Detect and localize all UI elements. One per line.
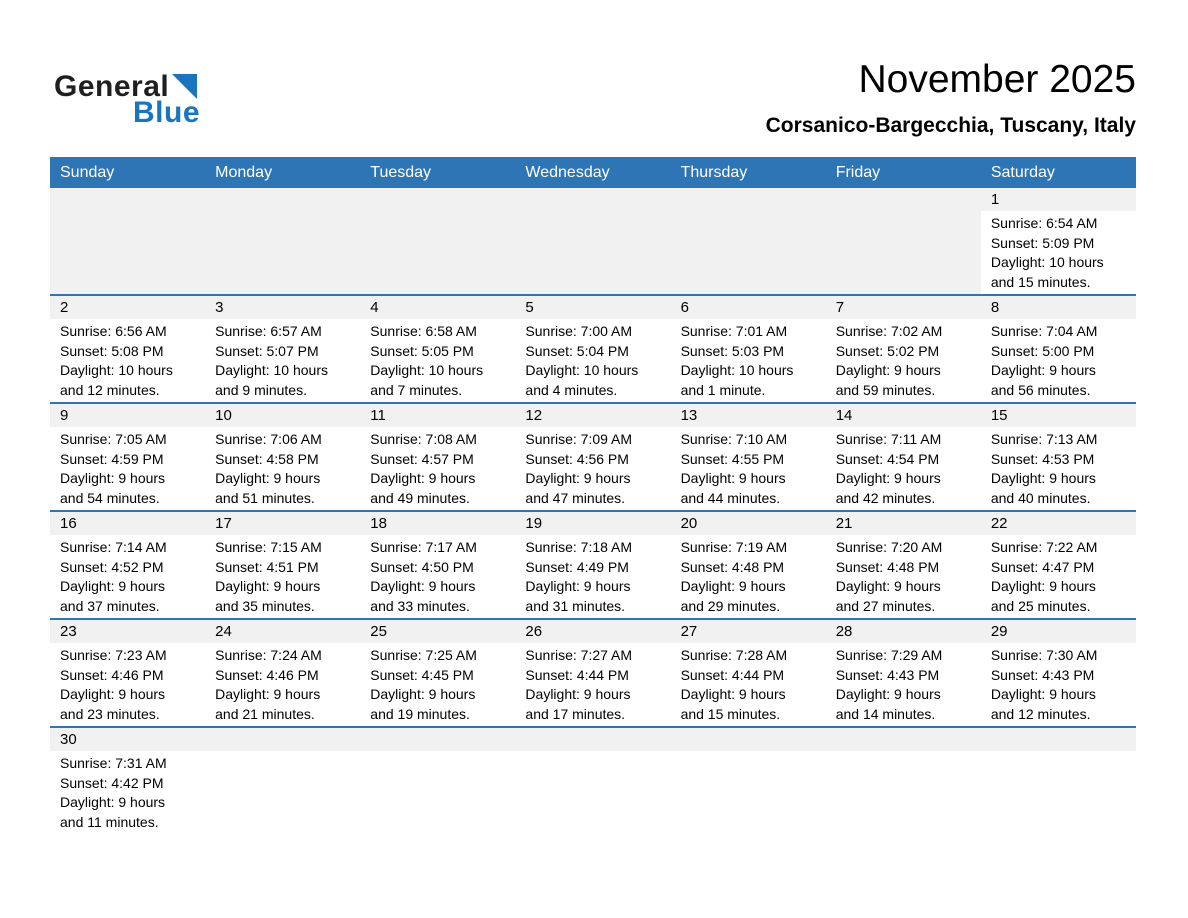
day-detail-line: and 31 minutes. <box>525 597 626 614</box>
day-detail-line: Sunset: 5:09 PM <box>990 234 1095 251</box>
day-detail-line: and 15 minutes. <box>990 273 1091 290</box>
day-number: 4 <box>360 296 515 319</box>
week-row <box>50 294 1136 402</box>
day-details <box>205 643 360 724</box>
day-number: 8 <box>981 296 1136 319</box>
day-details <box>515 535 670 616</box>
day-number: 7 <box>826 296 981 319</box>
day-detail-line: Sunrise: 7:27 AM <box>525 647 633 663</box>
day-number-strip <box>826 728 981 751</box>
day-number: 29 <box>981 620 1136 643</box>
day-number: 3 <box>205 296 360 319</box>
day-details <box>671 535 826 616</box>
day-cell <box>826 296 981 402</box>
empty-cell <box>671 188 826 294</box>
day-detail-line: Sunset: 4:46 PM <box>60 666 164 683</box>
day-details <box>50 751 205 832</box>
day-number: 24 <box>205 620 360 643</box>
day-cell <box>981 512 1136 618</box>
day-cell <box>360 404 515 510</box>
day-detail-line: Sunrise: 7:30 AM <box>990 647 1098 663</box>
day-details <box>671 211 826 214</box>
day-number-strip <box>50 188 205 211</box>
calendar-table <box>50 157 1136 834</box>
day-detail-line: Sunset: 4:44 PM <box>680 666 785 683</box>
day-detail-line: Daylight: 9 hours <box>525 686 631 702</box>
day-detail-line: and 12 minutes. <box>60 381 160 398</box>
day-detail-line: and 21 minutes. <box>215 705 315 722</box>
day-detail-line: Sunrise: 6:54 AM <box>990 215 1098 231</box>
day-details <box>205 211 360 214</box>
day-detail-line: Sunrise: 7:02 AM <box>835 323 943 339</box>
day-details <box>515 319 670 400</box>
day-detail-line: Daylight: 9 hours <box>60 794 166 810</box>
day-details <box>981 643 1136 724</box>
day-detail-line: Sunrise: 7:08 AM <box>370 431 477 447</box>
day-number: 6 <box>671 296 826 319</box>
day-number: 15 <box>981 404 1136 427</box>
day-number-strip <box>981 728 1136 751</box>
empty-cell <box>981 728 1136 834</box>
day-detail-line: Sunset: 5:04 PM <box>525 342 629 359</box>
day-detail-line: Sunrise: 6:57 AM <box>215 323 322 339</box>
day-number-strip <box>515 188 670 211</box>
day-detail-line: Sunrise: 7:09 AM <box>525 431 633 447</box>
day-detail-line: and 1 minute. <box>680 381 766 398</box>
day-cell <box>671 404 826 510</box>
day-number: 5 <box>515 296 670 319</box>
day-detail-line: Sunset: 5:05 PM <box>370 342 474 359</box>
day-number: 13 <box>671 404 826 427</box>
day-details <box>205 427 360 508</box>
day-cell <box>515 512 670 618</box>
logo-text-general: General <box>54 70 170 103</box>
day-detail-line: Sunrise: 7:04 AM <box>990 323 1098 339</box>
weeks-container <box>50 188 1136 834</box>
day-detail-line: Sunset: 4:56 PM <box>525 450 629 467</box>
day-number-strip <box>515 728 670 751</box>
day-details <box>360 319 515 400</box>
day-detail-line: Daylight: 9 hours <box>60 686 166 702</box>
day-details <box>826 751 981 754</box>
day-detail-line: and 12 minutes. <box>990 705 1091 722</box>
day-number: 2 <box>50 296 205 319</box>
empty-cell <box>826 728 981 834</box>
day-detail-line: Sunset: 5:02 PM <box>835 342 940 359</box>
day-detail-line: Sunrise: 7:13 AM <box>990 431 1098 447</box>
day-cell <box>671 512 826 618</box>
day-number: 1 <box>981 188 1136 211</box>
day-detail-line: and 40 minutes. <box>990 489 1091 506</box>
day-detail-line: Sunrise: 7:20 AM <box>835 539 943 555</box>
day-detail-line: Sunset: 4:50 PM <box>370 558 474 575</box>
day-cell <box>826 620 981 726</box>
day-detail-line: Sunset: 4:55 PM <box>680 450 785 467</box>
day-detail-line: Sunrise: 7:25 AM <box>370 647 477 663</box>
day-number: 14 <box>826 404 981 427</box>
day-cell <box>205 620 360 726</box>
day-number-strip <box>360 728 515 751</box>
day-detail-line: Sunrise: 6:58 AM <box>370 323 477 339</box>
day-cell <box>671 296 826 402</box>
day-detail-line: Sunrise: 7:29 AM <box>835 647 943 663</box>
week-row <box>50 510 1136 618</box>
day-detail-line: Sunset: 5:03 PM <box>680 342 785 359</box>
day-details <box>981 427 1136 508</box>
day-detail-line: and 4 minutes. <box>525 381 618 398</box>
empty-cell <box>50 188 205 294</box>
day-detail-line: Daylight: 9 hours <box>525 578 631 594</box>
day-detail-line: Daylight: 10 hours <box>370 362 484 378</box>
day-details <box>360 751 515 754</box>
day-details <box>360 643 515 724</box>
day-detail-line: Sunset: 4:44 PM <box>525 666 629 683</box>
day-cell <box>671 620 826 726</box>
day-cell <box>360 296 515 402</box>
day-detail-line: Daylight: 9 hours <box>525 470 631 486</box>
day-detail-line: and 56 minutes. <box>990 381 1091 398</box>
day-cell <box>50 620 205 726</box>
general-blue-logo <box>54 72 200 128</box>
day-cell <box>50 728 205 834</box>
day-cell <box>50 404 205 510</box>
weekday-header-sunday: Sunday <box>60 163 115 181</box>
week-row <box>50 618 1136 726</box>
day-details <box>50 535 205 616</box>
day-cell <box>50 512 205 618</box>
day-cell <box>205 404 360 510</box>
logo-text-blue: Blue <box>133 96 201 129</box>
day-number-strip <box>205 728 360 751</box>
day-detail-line: and 33 minutes. <box>370 597 470 614</box>
day-detail-line: Sunrise: 7:22 AM <box>990 539 1098 555</box>
day-detail-line: Daylight: 9 hours <box>990 470 1096 486</box>
empty-cell <box>515 188 670 294</box>
day-detail-line: Daylight: 10 hours <box>990 254 1104 270</box>
month-title: November 2025 <box>858 58 1136 101</box>
day-details <box>981 319 1136 400</box>
day-number: 16 <box>50 512 205 535</box>
day-details <box>50 319 205 400</box>
day-detail-line: Daylight: 9 hours <box>680 686 786 702</box>
day-detail-line: Sunset: 4:57 PM <box>370 450 474 467</box>
day-detail-line: Sunset: 4:54 PM <box>835 450 940 467</box>
day-detail-line: Daylight: 9 hours <box>990 578 1096 594</box>
day-detail-line: Daylight: 10 hours <box>215 362 328 378</box>
day-detail-line: Daylight: 9 hours <box>990 686 1096 702</box>
day-number: 11 <box>360 404 515 427</box>
day-detail-line: Sunrise: 7:15 AM <box>215 539 322 555</box>
day-detail-line: Sunrise: 7:01 AM <box>680 323 788 339</box>
day-details <box>515 211 670 214</box>
day-number-strip <box>360 188 515 211</box>
day-number: 10 <box>205 404 360 427</box>
day-detail-line: Sunset: 5:07 PM <box>215 342 319 359</box>
day-detail-line: and 15 minutes. <box>680 705 781 722</box>
day-detail-line: Sunrise: 7:19 AM <box>680 539 788 555</box>
day-number: 22 <box>981 512 1136 535</box>
day-details <box>360 211 515 214</box>
day-detail-line: Daylight: 9 hours <box>990 362 1096 378</box>
day-details <box>205 751 360 754</box>
day-detail-line: Sunset: 4:52 PM <box>60 558 164 575</box>
day-details <box>826 535 981 616</box>
day-detail-line: and 49 minutes. <box>370 489 470 506</box>
day-cell <box>826 512 981 618</box>
day-details <box>515 751 670 754</box>
day-detail-line: Daylight: 10 hours <box>60 362 173 378</box>
week-row <box>50 188 1136 294</box>
day-detail-line: and 17 minutes. <box>525 705 626 722</box>
day-detail-line: Daylight: 9 hours <box>215 578 321 594</box>
day-details <box>671 751 826 754</box>
day-details <box>981 535 1136 616</box>
day-detail-line: Sunset: 4:51 PM <box>215 558 319 575</box>
day-detail-line: Sunset: 4:48 PM <box>680 558 785 575</box>
day-cell <box>515 620 670 726</box>
day-cell <box>981 620 1136 726</box>
day-detail-line: and 7 minutes. <box>370 381 463 398</box>
empty-cell <box>515 728 670 834</box>
day-details <box>515 427 670 508</box>
day-detail-line: Sunset: 4:59 PM <box>60 450 164 467</box>
day-cell <box>981 188 1136 294</box>
empty-cell <box>360 188 515 294</box>
day-details <box>360 535 515 616</box>
weekday-header-monday: Monday <box>215 163 273 181</box>
week-row <box>50 726 1136 834</box>
day-detail-line: and 44 minutes. <box>680 489 781 506</box>
day-details <box>981 751 1136 754</box>
day-detail-line: and 54 minutes. <box>60 489 160 506</box>
day-detail-line: Sunrise: 7:11 AM <box>835 431 942 447</box>
day-detail-line: Sunrise: 7:17 AM <box>370 539 477 555</box>
day-detail-line: Sunset: 4:58 PM <box>215 450 319 467</box>
day-cell <box>360 620 515 726</box>
day-detail-line: Daylight: 9 hours <box>835 578 941 594</box>
day-detail-line: Sunset: 4:53 PM <box>990 450 1095 467</box>
day-details <box>515 643 670 724</box>
day-details <box>981 211 1136 292</box>
day-cell <box>981 296 1136 402</box>
empty-cell <box>826 188 981 294</box>
day-details <box>826 319 981 400</box>
day-details <box>50 211 205 214</box>
day-detail-line: Sunrise: 7:14 AM <box>60 539 167 555</box>
day-detail-line: Daylight: 9 hours <box>680 470 786 486</box>
day-detail-line: Sunrise: 7:10 AM <box>680 431 788 447</box>
day-detail-line: Daylight: 10 hours <box>525 362 639 378</box>
day-detail-line: and 9 minutes. <box>215 381 307 398</box>
day-number: 25 <box>360 620 515 643</box>
day-number: 28 <box>826 620 981 643</box>
day-detail-line: Daylight: 9 hours <box>835 362 941 378</box>
day-number: 12 <box>515 404 670 427</box>
day-number: 17 <box>205 512 360 535</box>
day-details <box>50 427 205 508</box>
day-detail-line: and 14 minutes. <box>835 705 936 722</box>
day-detail-line: Sunrise: 7:31 AM <box>60 755 167 771</box>
day-detail-line: Sunrise: 7:23 AM <box>60 647 167 663</box>
day-detail-line: Sunrise: 7:00 AM <box>525 323 633 339</box>
empty-cell <box>671 728 826 834</box>
day-detail-line: Daylight: 9 hours <box>215 686 321 702</box>
day-detail-line: Sunset: 4:42 PM <box>60 774 164 791</box>
day-detail-line: and 29 minutes. <box>680 597 781 614</box>
empty-cell <box>205 188 360 294</box>
day-number: 21 <box>826 512 981 535</box>
day-detail-line: Sunset: 4:43 PM <box>990 666 1095 683</box>
day-detail-line: and 27 minutes. <box>835 597 936 614</box>
day-detail-line: Daylight: 9 hours <box>215 470 321 486</box>
day-detail-line: Sunset: 4:49 PM <box>525 558 629 575</box>
day-number: 20 <box>671 512 826 535</box>
day-cell <box>826 404 981 510</box>
day-number: 9 <box>50 404 205 427</box>
day-details <box>826 211 981 214</box>
day-detail-line: Sunset: 4:43 PM <box>835 666 940 683</box>
day-detail-line: Daylight: 10 hours <box>680 362 794 378</box>
day-detail-line: Sunset: 5:00 PM <box>990 342 1095 359</box>
weekday-header-row <box>50 157 1136 188</box>
week-row <box>50 402 1136 510</box>
day-cell <box>205 296 360 402</box>
day-detail-line: Daylight: 9 hours <box>835 686 941 702</box>
day-details <box>826 427 981 508</box>
weekday-header-tuesday: Tuesday <box>370 163 432 181</box>
day-detail-line: Sunrise: 6:56 AM <box>60 323 167 339</box>
day-number: 30 <box>50 728 205 751</box>
day-cell <box>360 512 515 618</box>
day-detail-line: Sunset: 5:08 PM <box>60 342 164 359</box>
day-details <box>826 643 981 724</box>
day-number-strip <box>671 188 826 211</box>
day-details <box>360 427 515 508</box>
day-detail-line: Daylight: 9 hours <box>370 470 476 486</box>
day-detail-line: Daylight: 9 hours <box>370 686 476 702</box>
day-details <box>671 427 826 508</box>
day-cell <box>981 404 1136 510</box>
day-number: 18 <box>360 512 515 535</box>
day-number: 26 <box>515 620 670 643</box>
day-details <box>671 319 826 400</box>
day-detail-line: Sunset: 4:47 PM <box>990 558 1095 575</box>
day-detail-line: and 59 minutes. <box>835 381 936 398</box>
empty-cell <box>205 728 360 834</box>
day-number-strip <box>826 188 981 211</box>
day-details <box>671 643 826 724</box>
day-detail-line: Sunset: 4:45 PM <box>370 666 474 683</box>
day-number: 23 <box>50 620 205 643</box>
day-detail-line: and 23 minutes. <box>60 705 160 722</box>
weekday-header-wednesday: Wednesday <box>525 163 610 181</box>
day-cell <box>50 296 205 402</box>
location-subtitle: Corsanico-Bargecchia, Tuscany, Italy <box>765 114 1136 137</box>
day-detail-line: and 25 minutes. <box>990 597 1091 614</box>
weekday-header-friday: Friday <box>835 163 881 181</box>
day-detail-line: Daylight: 9 hours <box>835 470 941 486</box>
day-detail-line: and 42 minutes. <box>835 489 936 506</box>
day-detail-line: Sunrise: 7:05 AM <box>60 431 167 447</box>
day-detail-line: Daylight: 9 hours <box>370 578 476 594</box>
day-cell <box>205 512 360 618</box>
day-detail-line: and 19 minutes. <box>370 705 470 722</box>
day-number: 27 <box>671 620 826 643</box>
day-detail-line: and 51 minutes. <box>215 489 315 506</box>
weekday-header-saturday: Saturday <box>990 163 1055 181</box>
day-detail-line: Daylight: 9 hours <box>60 578 166 594</box>
empty-cell <box>360 728 515 834</box>
day-detail-line: Sunrise: 7:24 AM <box>215 647 322 663</box>
day-details <box>205 535 360 616</box>
day-detail-line: and 11 minutes. <box>60 813 159 830</box>
day-detail-line: Sunrise: 7:06 AM <box>215 431 322 447</box>
day-number: 19 <box>515 512 670 535</box>
day-detail-line: Daylight: 9 hours <box>680 578 786 594</box>
day-details <box>50 643 205 724</box>
day-details <box>205 319 360 400</box>
day-detail-line: and 35 minutes. <box>215 597 315 614</box>
day-cell <box>515 404 670 510</box>
day-cell <box>515 296 670 402</box>
day-detail-line: Sunrise: 7:18 AM <box>525 539 633 555</box>
day-number-strip <box>205 188 360 211</box>
day-detail-line: and 47 minutes. <box>525 489 626 506</box>
day-detail-line: Daylight: 9 hours <box>60 470 166 486</box>
day-detail-line: Sunrise: 7:28 AM <box>680 647 788 663</box>
day-number-strip <box>671 728 826 751</box>
day-detail-line: Sunset: 4:46 PM <box>215 666 319 683</box>
day-detail-line: Sunset: 4:48 PM <box>835 558 940 575</box>
title-block <box>766 58 1136 138</box>
day-detail-line: and 37 minutes. <box>60 597 160 614</box>
weekday-header-thursday: Thursday <box>680 163 748 181</box>
